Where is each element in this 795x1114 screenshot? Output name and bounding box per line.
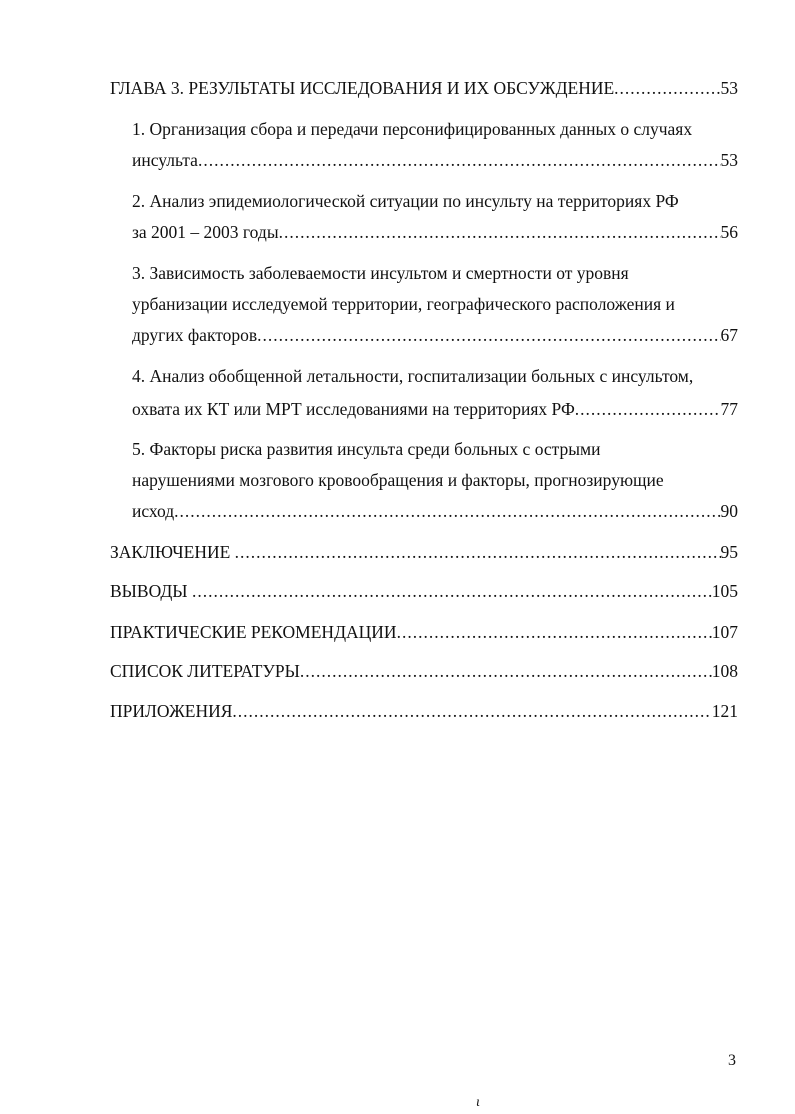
toc-section-text: инсульта bbox=[132, 150, 198, 170]
toc-section-4-line2[interactable] bbox=[132, 397, 738, 421]
toc-section-3-line3[interactable] bbox=[132, 323, 738, 347]
toc-leader-dots bbox=[257, 323, 720, 347]
toc-entry-references[interactable] bbox=[110, 659, 738, 683]
toc-entry-title: ПРАКТИЧЕСКИЕ РЕКОМЕНДАЦИИ bbox=[110, 622, 397, 642]
toc-leader-dots bbox=[198, 148, 721, 172]
toc-entry-page: 67 bbox=[720, 325, 738, 345]
toc-section-text: 4. Анализ обобщенной летальности, госпитализации больных с инсультом, bbox=[132, 366, 694, 386]
toc-section-5-line2[interactable] bbox=[132, 468, 738, 492]
toc-entry-page: 56 bbox=[720, 222, 738, 242]
toc-leader-dots bbox=[300, 659, 712, 683]
toc-section-1-line2[interactable] bbox=[132, 148, 738, 172]
toc-entry-page: 53 bbox=[720, 78, 738, 98]
toc-entry-conclusion[interactable] bbox=[110, 540, 738, 564]
table-of-contents bbox=[110, 0, 738, 1114]
toc-entry-page: 105 bbox=[711, 581, 738, 601]
toc-section-text: 1. Организация сбора и передачи персонифицированных данных о случаях bbox=[132, 119, 693, 139]
toc-section-3-line1[interactable] bbox=[132, 261, 738, 285]
toc-section-text: охвата их КТ или МРТ исследованиями на территориях РФ bbox=[132, 399, 575, 419]
toc-entry-title: ВЫВОДЫ bbox=[110, 581, 192, 601]
toc-entry-page: 107 bbox=[711, 622, 738, 642]
toc-entry-title: СПИСОК ЛИТЕРАТУРЫ bbox=[110, 661, 300, 681]
toc-section-3-line2[interactable] bbox=[132, 292, 738, 316]
toc-entry-title: ПРИЛОЖЕНИЯ bbox=[110, 701, 233, 721]
toc-entry-recommendations[interactable] bbox=[110, 620, 738, 644]
toc-leader-dots bbox=[575, 397, 721, 421]
toc-section-4-line1[interactable] bbox=[132, 364, 738, 388]
toc-entry-page: 90 bbox=[720, 501, 738, 521]
page-number: 3 bbox=[728, 1052, 736, 1069]
toc-entry-page: 95 bbox=[720, 542, 738, 562]
toc-section-2-line2[interactable] bbox=[132, 220, 738, 244]
toc-leader-dots bbox=[174, 499, 720, 523]
toc-section-text: исход bbox=[132, 501, 175, 521]
toc-section-text: нарушениями мозгового кровообращения и факторы, прогнозирующие bbox=[132, 470, 664, 490]
toc-entry-page: 121 bbox=[711, 701, 738, 721]
toc-section-text: урбанизации исследуемой территории, географического расположения и bbox=[132, 294, 675, 314]
toc-leader-dots bbox=[235, 540, 721, 564]
toc-section-text: 5. Факторы риска развития инсульта среди больных с острыми bbox=[132, 439, 601, 459]
toc-entry-chapter3[interactable] bbox=[110, 76, 738, 100]
toc-leader-dots bbox=[192, 579, 712, 603]
toc-section-2-line1[interactable] bbox=[132, 189, 738, 213]
toc-section-text: других факторов bbox=[132, 325, 258, 345]
toc-entry-findings[interactable] bbox=[110, 579, 738, 603]
toc-leader-dots bbox=[232, 699, 711, 723]
toc-entry-title: ГЛАВА 3. РЕЗУЛЬТАТЫ ИССЛЕДОВАНИЯ И ИХ ОБСУЖДЕНИЕ bbox=[110, 78, 615, 98]
toc-entry-appendices[interactable] bbox=[110, 699, 738, 723]
toc-section-5-line3[interactable] bbox=[132, 499, 738, 523]
toc-entry-page: 77 bbox=[720, 399, 738, 419]
toc-leader-dots bbox=[397, 620, 712, 644]
toc-section-1-line1[interactable] bbox=[132, 117, 738, 141]
toc-entry-page: 108 bbox=[711, 661, 738, 681]
toc-entry-title: ЗАКЛЮЧЕНИЕ bbox=[110, 542, 235, 562]
toc-leader-dots bbox=[614, 76, 720, 100]
toc-section-text: 3. Зависимость заболеваемости инсультом и смертности от уровня bbox=[132, 263, 629, 283]
toc-section-text: 2. Анализ эпидемиологической ситуации по инсульту на территориях РФ bbox=[132, 191, 679, 211]
toc-section-5-line1[interactable] bbox=[132, 437, 738, 461]
toc-section-text: за 2001 – 2003 годы bbox=[132, 222, 279, 242]
scan-mark: ι bbox=[476, 1095, 480, 1110]
toc-leader-dots bbox=[279, 220, 721, 244]
toc-entry-page: 53 bbox=[720, 150, 738, 170]
